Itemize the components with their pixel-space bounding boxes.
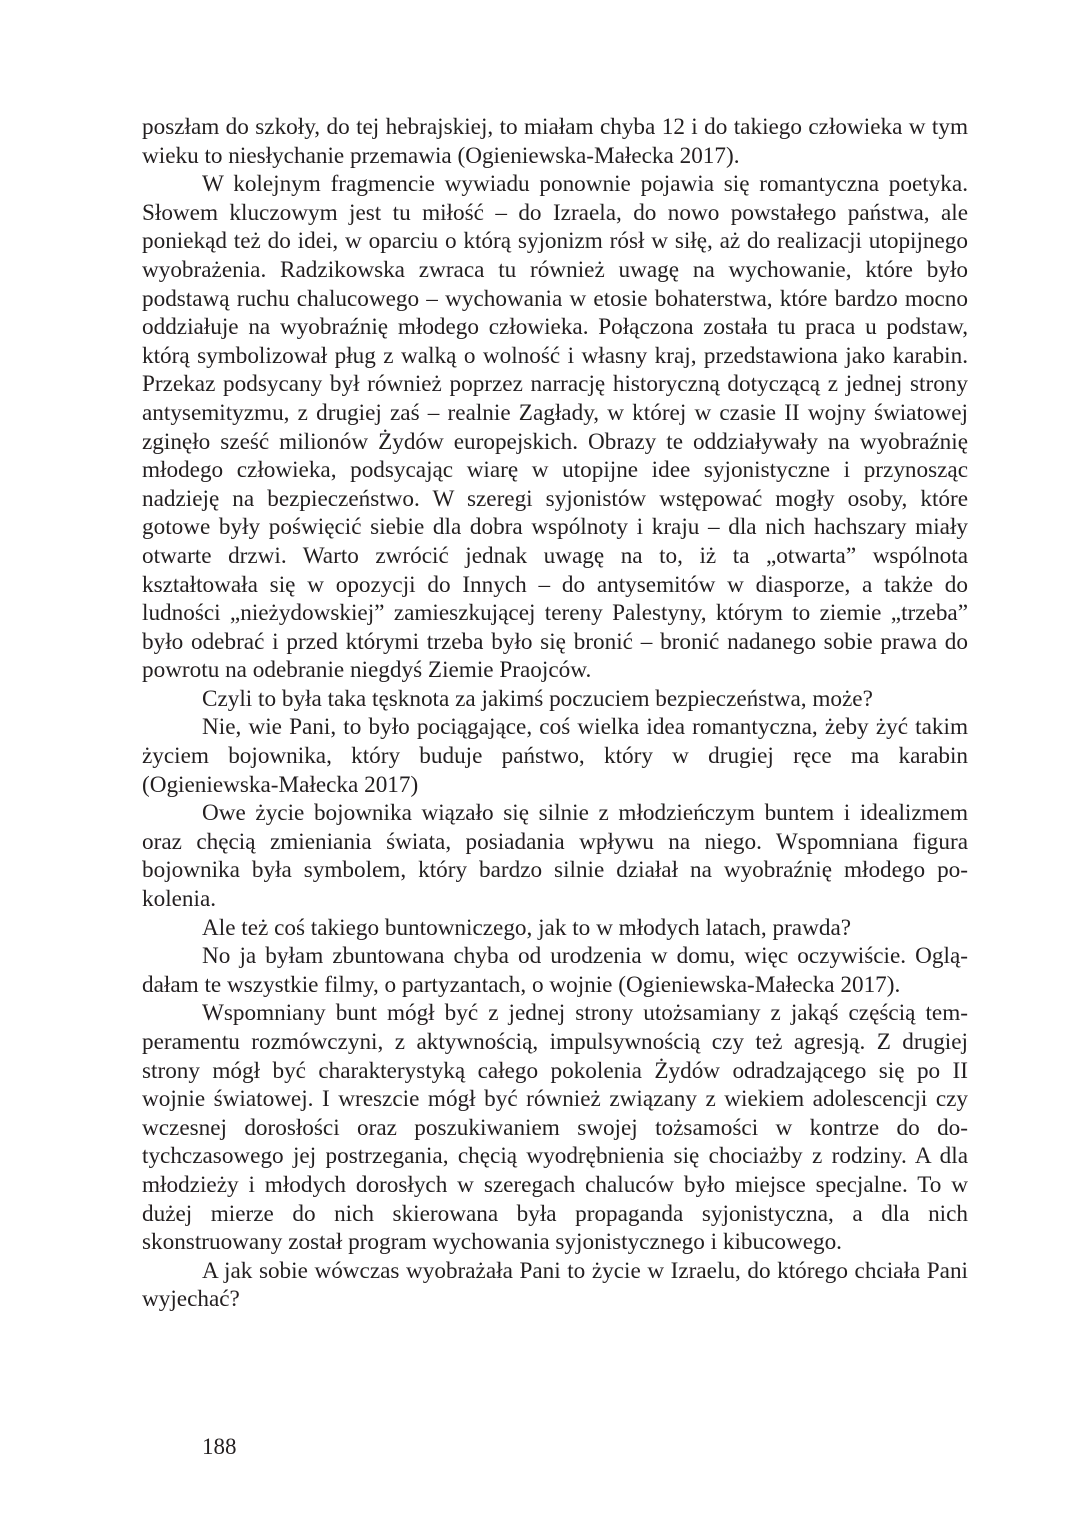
page-number: 188	[202, 1434, 237, 1459]
paragraph-6: Ale też coś takiego buntowniczego, jak to w młodych latach, prawda?	[202, 914, 852, 941]
paragraph-5: Owe życie bojownika wiązało się silnie z młodzieńczym buntem i idealizmem oraz chęcią zmieniania świata, posiadania wpływu na niego. Wspomniana figura bojownika była symbolem, który bardzo silnie działał na wyobraźnię młodego pokolenia.	[142, 800, 968, 913]
paragraph-4: Nie, wie Pani, to było pociągające, coś wielka idea romantyczna, żeby żyć takim życiem bojownika, który buduje państwo, który w drugiej ręce ma karabin (Ogieniewska-Małecka 2017)	[142, 714, 968, 798]
paragraph-8: Wspomniany bunt mógł być z jednej strony utożsamiany z jakąś częścią temperamentu rozmówczyni, z aktywnością, impulsywnością czy też agresją. Z drugiej strony mógł być charakterystyką całego pokolenia Żydów odradzającego się po II wojnie światowej. I wreszcie mógł być również związany z wiekiem adolescencji czy wczesnej dorosłości oraz poszukiwaniem swojej tożsamości w kontrze do dotychczasowego jej postrzegania, chęcią wyodrębnienia się chociażby z rodziny. A dla młodzieży i młodych dorosłych w szeregach chaluców było miejsce specjalne. To w dużej mierze do nich skierowana była propaganda syjonistyczna, a dla nich skonstruowany został program wychowania syjonistycznego i kibucowego.	[142, 1000, 968, 1256]
paragraph-2: W kolejnym fragmencie wywiadu ponownie pojawia się romantyczna poetyka. Słowem kluczowym jest tu miłość – do Izraela, do nowo powstałego państwa, ale poniekąd też do idei, w oparciu o którą syjonizm rósł w siłę, aż do realizacji utopijnego wyobrażenia. Radzikowska zwraca tu również uwagę na wychowanie, które było podstawą ruchu chalucowego – wychowania w etosie bohaterstwa, które bardzo mocno oddziałuje na wyobraźnię młodego człowieka. Połączona została tu praca u podstaw, którą symbolizował pług z walką o wolność i własny kraj, przedstawiona jako karabin. Przekaz podsycany był również poprzez narrację historyczną dotyczącą z jednej strony antysemityzmu, z drugiej zaś – realnie Zagłady, w której w czasie II wojny światowej zginęło sześć milionów Żydów europejskich. Obrazy te oddziaływały na wyobraźnię młodego człowieka, podsycając wiarę w utopijne idee syjonistyczne i przynosząc nadzieję na bezpieczeństwo. W szeregi syjonistów wstępować mogły osoby, które gotowe były poświęcić siebie dla dobra wspólnoty i kraju – dla nich hachszary miały otwarte drzwi. Warto zwrócić jednak uwagę na to, iż ta „otwarta” wspólnota kształtowała się w opozycji do Innych – do antysemitów w diasporze, a także do ludności „nieżydowskiej” zamieszkującej tereny Palestyny, którym to ziemie „trzeba” było odebrać i przed którymi trzeba było się bronić – bronić nadanego sobie prawa do powrotu na odebranie niegdyś Ziemie Praojców.	[142, 171, 968, 684]
page-body	[142, 113, 968, 1314]
paragraph-3: Czyli to była taka tęsknota za jakimś poczuciem bezpieczeństwa, może?	[202, 685, 873, 712]
paragraph-9: A jak sobie wówczas wyobrażała Pani to życie w Izraelu, do którego chciała Pani wyjechać?	[142, 1257, 968, 1313]
paragraph-1: poszłam do szkoły, do tej hebrajskiej, to miałam chyba 12 i do takiego człowieka w tym wieku to niesłychanie przemawia (Ogieniewska-Małecka 2017).	[142, 114, 968, 169]
paragraph-7: No ja byłam zbuntowana chyba od urodzenia w domu, więc oczywiście. Oglądałam te wszystkie filmy, o partyzantach, o wojnie (Ogieniewska-Małecka 2017).	[142, 943, 968, 998]
